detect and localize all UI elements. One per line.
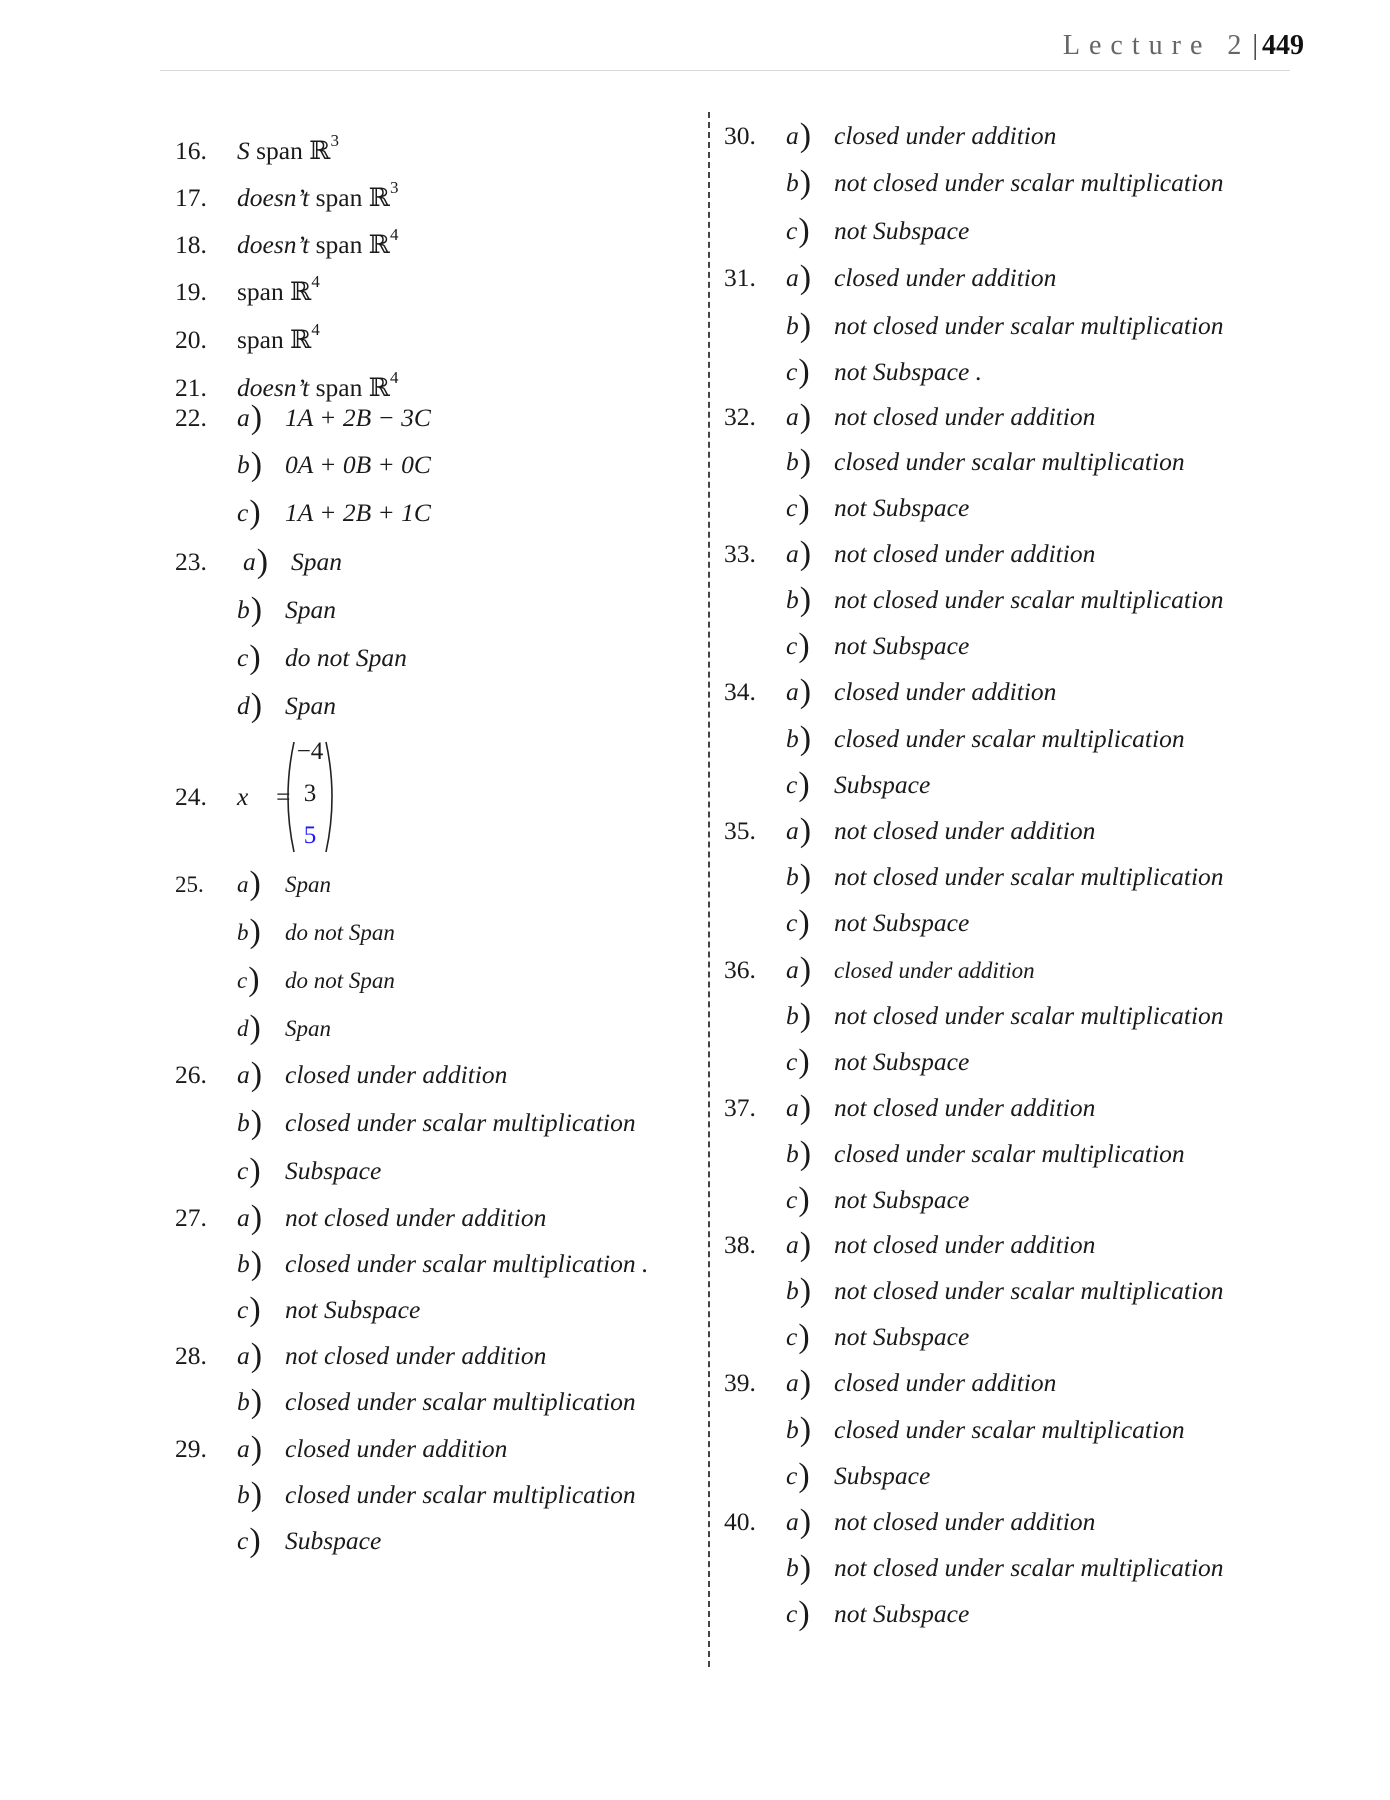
part-label: b): [237, 446, 263, 483]
set-symbol: ℝ: [309, 136, 331, 165]
question-number: 17.: [175, 183, 207, 212]
answer-text: not closed under addition: [834, 1507, 1096, 1536]
answer-23a: [175, 545, 342, 579]
part-label: c): [237, 1522, 261, 1559]
vector-entry-3: 5: [303, 822, 317, 849]
answer-20: [175, 313, 320, 354]
part-label: a): [786, 673, 812, 710]
part-label: a): [237, 1430, 263, 1467]
question-number: 23.: [175, 547, 207, 576]
question-number: 30.: [724, 121, 756, 150]
part-label: b): [786, 1549, 812, 1586]
question-number: 22.: [175, 403, 207, 432]
page-number: 449: [1262, 30, 1304, 61]
part-label: c): [786, 353, 810, 390]
part-label: b): [786, 307, 812, 344]
answer-text: Subspace: [285, 1156, 382, 1185]
set-exponent: 3: [389, 178, 399, 197]
header-separator: |: [1252, 30, 1258, 61]
answer-text: not Subspace: [834, 1047, 970, 1076]
answer-text: not Subspace: [834, 493, 970, 522]
answer-35c: [786, 906, 969, 940]
answer-text: closed under scalar multiplication: [834, 1415, 1185, 1444]
part-label: a): [786, 951, 812, 988]
part-label: c): [786, 904, 810, 941]
answer-text: closed under scalar multiplication: [285, 1387, 636, 1416]
answer-text: Span: [285, 691, 336, 720]
part-label: a): [243, 543, 269, 580]
answer-text: not Subspace .: [834, 357, 983, 386]
question-number: 26.: [175, 1060, 207, 1089]
answer-text: Subspace: [285, 1526, 382, 1555]
part-label: a): [786, 535, 812, 572]
answer-text: closed under addition: [834, 121, 1057, 150]
answer-text: do not Span: [285, 968, 395, 993]
answer-term: doesn’t: [237, 230, 310, 259]
answer-text: not Subspace: [834, 908, 970, 937]
answer-text: closed under scalar multiplication: [285, 1108, 636, 1137]
answer-33a: [724, 537, 1095, 571]
part-label: d): [237, 1009, 261, 1046]
answer-29c: [237, 1524, 381, 1558]
answer-38a: [724, 1228, 1095, 1262]
answer-text: not closed under scalar multiplication: [834, 1553, 1224, 1582]
answer-40b: [786, 1551, 1224, 1585]
answer-33b: [786, 583, 1224, 617]
question-number: 27.: [175, 1203, 207, 1232]
answer-36b: [786, 999, 1224, 1033]
part-label: d): [237, 687, 263, 724]
answer-27b: [237, 1247, 648, 1281]
answer-text: do not Span: [285, 643, 407, 672]
question-number: 35.: [724, 816, 756, 845]
answer-text: span: [309, 230, 369, 259]
part-label: b): [786, 1272, 812, 1309]
set-exponent: 4: [311, 320, 320, 339]
answer-39b: [786, 1413, 1185, 1447]
question-number: 25.: [175, 872, 204, 897]
answer-25a: [175, 867, 331, 901]
set-symbol: ℝ: [368, 230, 390, 259]
answer-38c: [786, 1320, 969, 1354]
part-label: a): [786, 1226, 812, 1263]
answer-35b: [786, 860, 1224, 894]
answer-text: not Subspace: [285, 1295, 421, 1324]
part-label: b): [786, 997, 812, 1034]
question-number: 18.: [175, 230, 207, 259]
answer-text: span: [309, 183, 369, 212]
part-label: b): [786, 1411, 812, 1448]
question-number: 16.: [175, 136, 207, 165]
answer-28b: [237, 1385, 636, 1419]
part-label: c): [786, 766, 810, 803]
answer-29a: [175, 1432, 507, 1466]
answer-text: 1A + 2B + 1C: [285, 498, 431, 527]
answer-text: closed under addition: [834, 677, 1057, 706]
part-label: b): [237, 913, 261, 950]
answer-text: closed under scalar multiplication: [834, 447, 1185, 476]
answer-text: Subspace: [834, 770, 931, 799]
part-label: c): [237, 961, 260, 998]
answer-text: not closed under scalar multiplication: [834, 1276, 1224, 1305]
answer-30b: [786, 166, 1224, 200]
part-label: b): [786, 858, 812, 895]
part-label: a): [786, 259, 812, 296]
answer-text: span: [237, 277, 291, 306]
answer-27c: [237, 1293, 420, 1327]
answer-text: closed under addition: [834, 1368, 1057, 1397]
answer-19: [175, 265, 320, 306]
answer-text: span: [309, 373, 369, 402]
answer-text: do not Span: [285, 920, 395, 945]
answer-25b: [237, 915, 395, 949]
part-label: a): [237, 1199, 263, 1236]
set-symbol: ℝ: [368, 183, 390, 212]
answer-text: not Subspace: [834, 1185, 970, 1214]
part-label: c): [786, 1318, 810, 1355]
answer-38b: [786, 1274, 1224, 1308]
part-label: a): [786, 398, 812, 435]
answer-37b: [786, 1137, 1185, 1171]
part-label: c): [786, 627, 810, 664]
answer-22b: [237, 448, 431, 482]
answer-text: not closed under addition: [834, 1093, 1096, 1122]
answer-text: not closed under addition: [834, 1230, 1096, 1259]
part-label: b): [237, 591, 263, 628]
answer-22c: [237, 496, 431, 530]
answer-32c: [786, 491, 969, 525]
part-label: b): [786, 164, 812, 201]
answer-text: 1A + 2B − 3C: [285, 403, 431, 432]
answer-26c: [237, 1154, 381, 1188]
running-title: Lecture 2: [1062, 30, 1251, 61]
answer-term: doesn’t: [237, 373, 310, 402]
part-label: a): [237, 1337, 263, 1374]
question-number: 28.: [175, 1341, 207, 1370]
question-number: 31.: [724, 263, 756, 292]
part-label: c): [786, 212, 810, 249]
answer-text: closed under addition: [834, 958, 1035, 983]
answer-text: not Subspace: [834, 1599, 970, 1628]
answer-31a: [724, 261, 1056, 295]
answer-text: not Subspace: [834, 631, 970, 660]
answer-26a: [175, 1058, 507, 1092]
answer-text: not Subspace: [834, 1322, 970, 1351]
header-rule: [160, 70, 1290, 71]
answer-32a: [724, 400, 1095, 434]
answer-text: Subspace: [834, 1461, 931, 1490]
answer-31b: [786, 309, 1224, 343]
set-symbol: ℝ: [290, 277, 312, 306]
answer-text: not closed under addition: [834, 816, 1096, 845]
answer-30c: [786, 214, 969, 248]
part-label: c): [237, 494, 261, 531]
answer-37c: [786, 1183, 969, 1217]
answer-39c: [786, 1459, 930, 1493]
answer-text: not closed under scalar multiplication: [834, 311, 1224, 340]
answer-37a: [724, 1091, 1095, 1125]
answer-22a: [175, 401, 431, 435]
part-label: a): [786, 812, 812, 849]
answer-text: 0A + 0B + 0C: [285, 450, 431, 479]
answer-36c: [786, 1045, 969, 1079]
page-header: [304, 30, 1304, 62]
answer-text: not closed under addition: [834, 402, 1096, 431]
answer-29b: [237, 1478, 636, 1512]
vector-variable: x⃗ =: [237, 782, 292, 811]
part-label: b): [786, 581, 812, 618]
answer-text: Span: [291, 547, 342, 576]
question-number: 20.: [175, 325, 207, 354]
answer-text: not closed under scalar multiplication: [834, 585, 1224, 614]
part-label: c): [786, 1043, 810, 1080]
answer-text: closed under scalar multiplication: [285, 1480, 636, 1509]
part-label: a): [237, 1056, 263, 1093]
answer-34b: [786, 722, 1185, 756]
question-number: 37.: [724, 1093, 756, 1122]
answer-text: Span: [285, 872, 331, 897]
answer-text: closed under scalar multiplication: [834, 724, 1185, 753]
part-label: c): [237, 639, 261, 676]
question-number: 36.: [724, 955, 756, 984]
question-number: 24.: [175, 782, 207, 811]
answer-text: Span: [285, 1016, 331, 1041]
part-label: a): [786, 1503, 812, 1540]
question-number: 29.: [175, 1434, 207, 1463]
answer-text: not closed under scalar multiplication: [834, 1001, 1224, 1030]
part-label: b): [786, 720, 812, 757]
answer-text: closed under scalar multiplication .: [285, 1249, 649, 1278]
answer-text: Span: [285, 595, 336, 624]
answer-23b: [237, 593, 336, 627]
answer-25d: [237, 1011, 331, 1045]
answer-17: [175, 171, 399, 212]
answer-16: [175, 124, 339, 165]
answer-34a: [724, 675, 1056, 709]
answer-text: not closed under addition: [834, 539, 1096, 568]
part-label: a): [786, 1364, 812, 1401]
question-number: 34.: [724, 677, 756, 706]
set-symbol: ℝ: [368, 373, 390, 402]
part-label: b): [237, 1104, 263, 1141]
answer-32b: [786, 445, 1185, 479]
set-exponent: 4: [389, 225, 399, 244]
part-label: a): [237, 399, 263, 436]
question-number: 40.: [724, 1507, 756, 1536]
part-label: c): [237, 1291, 261, 1328]
answer-27a: [175, 1201, 546, 1235]
answer-text: closed under addition: [285, 1434, 508, 1463]
answer-33c: [786, 629, 969, 663]
answer-text: closed under scalar multiplication: [834, 1139, 1185, 1168]
answer-39a: [724, 1366, 1056, 1400]
answer-term: S: [237, 136, 250, 165]
answer-28a: [175, 1339, 546, 1373]
part-label: c): [237, 1152, 261, 1189]
question-number: 39.: [724, 1368, 756, 1397]
answer-23d: [237, 689, 336, 723]
answer-text: span: [237, 325, 291, 354]
answer-36a: [724, 953, 1035, 987]
answer-text: closed under addition: [834, 263, 1057, 292]
part-label: a): [786, 1089, 812, 1126]
answer-18: [175, 218, 399, 259]
question-number: 38.: [724, 1230, 756, 1259]
vector-entry-1: −4: [296, 738, 324, 765]
answer-24: [175, 780, 292, 814]
question-number: 19.: [175, 277, 207, 306]
part-label: a): [237, 865, 261, 902]
part-label: b): [786, 1135, 812, 1172]
answer-34c: [786, 768, 930, 802]
answer-31c: [786, 355, 982, 389]
answer-40c: [786, 1597, 969, 1631]
answer-23c: [237, 641, 407, 675]
part-label: c): [786, 1181, 810, 1218]
answer-text: not closed under addition: [285, 1341, 547, 1370]
part-label: b): [237, 1476, 263, 1513]
answer-text: not closed under addition: [285, 1203, 547, 1232]
question-number: 21.: [175, 373, 207, 402]
question-number: 33.: [724, 539, 756, 568]
set-symbol: ℝ: [290, 325, 312, 354]
answer-text: closed under addition: [285, 1060, 508, 1089]
answer-text: span: [249, 136, 310, 165]
vector-entry-2: 3: [303, 780, 317, 807]
answer-text: not Subspace: [834, 216, 970, 245]
part-label: b): [237, 1383, 263, 1420]
part-label: a): [786, 117, 812, 154]
set-exponent: 4: [389, 368, 399, 387]
part-label: c): [786, 489, 810, 526]
answer-40a: [724, 1505, 1095, 1539]
answer-25c: [237, 963, 395, 997]
answer-35a: [724, 814, 1095, 848]
set-exponent: 3: [330, 131, 339, 150]
answer-21: [175, 361, 399, 402]
answer-text: not closed under scalar multiplication: [834, 862, 1224, 891]
answer-30a: [724, 119, 1056, 153]
part-label: c): [786, 1595, 810, 1632]
answer-term: doesn’t: [237, 183, 310, 212]
answer-26b: [237, 1106, 636, 1140]
set-exponent: 4: [311, 272, 320, 291]
part-label: b): [786, 443, 812, 480]
question-number: 32.: [724, 402, 756, 431]
part-label: c): [786, 1457, 810, 1494]
answer-text: not closed under scalar multiplication: [834, 168, 1224, 197]
column-divider: [708, 112, 710, 1667]
part-label: b): [237, 1245, 263, 1282]
